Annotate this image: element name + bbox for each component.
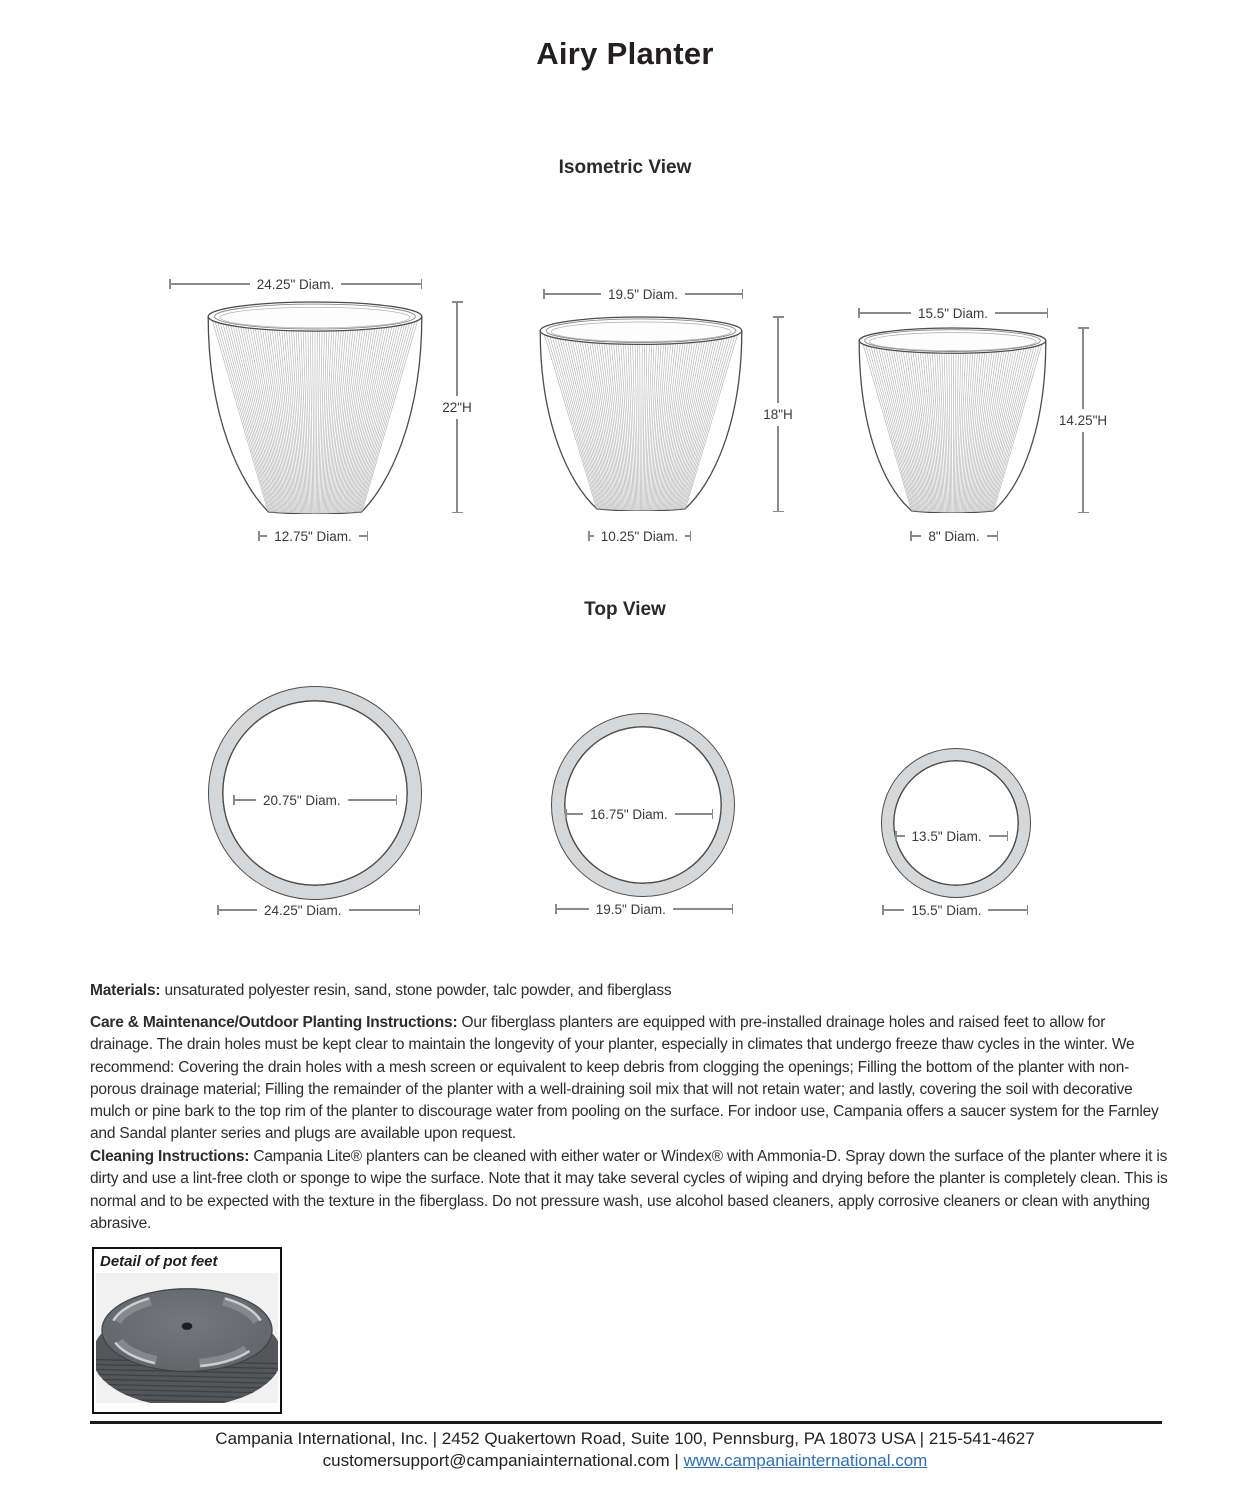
pot-drawing-medium (539, 316, 743, 511)
bottom-diameter-dimension-medium (588, 529, 691, 543)
dimension-line (989, 835, 1007, 836)
dimension-line (884, 909, 905, 910)
dimension-label: 19.5" Diam. (607, 286, 679, 302)
bottom-diameter-dimension-large (258, 529, 368, 543)
height-dimension-small (1054, 327, 1112, 513)
care-instructions-text (90, 1012, 1168, 1146)
height-dimension-medium (749, 316, 807, 512)
outer-diameter-dimension-small (882, 903, 1028, 917)
cleaning-instructions-text (90, 1146, 1168, 1235)
dimension-line (341, 283, 420, 284)
dimension-line (897, 835, 905, 836)
dimension-line (171, 283, 250, 284)
pot-feet-detail-box (92, 1247, 282, 1414)
dimension-line (777, 318, 778, 403)
care-value: Our fiberglass planters are equipped with pre-installed drainage holes and raised feet to allow for drainage. The drain holes must be kept clear to maintain the longevity of your planter, especially in climates that undergo freeze thaw cycles in the winter. We recommend: Covering the drain holes with a mesh screen or equivalent to keep debris from clogging the openings; Filling the bottom of the planter with non-porous drainage material; Filling the remainder of the planter with a well-draining soil mix that will not retain water; and lastly, covering the soil with decorative mulch or pine bark to the top rim of the planter to discourage water from pooling on the surface. For indoor use, Campania offers a saucer system for the Farnley and Sandal planter series and plugs are available upon request. (90, 1014, 1159, 1143)
dimension-tick (367, 531, 369, 541)
dimension-line (995, 312, 1046, 313)
dimension-line (777, 426, 778, 511)
inner-diameter-dimension-medium (565, 807, 713, 821)
dimension-line (557, 908, 589, 909)
dimension-label: 12.75" Diam. (274, 528, 352, 544)
dimension-label: 22"H (442, 399, 472, 415)
dimension-label: 20.75" Diam. (263, 792, 341, 808)
dimension-tick (421, 279, 423, 289)
top-view-ring-medium (552, 714, 734, 896)
materials-text (90, 980, 1168, 1002)
inner-diameter-dimension-small (895, 829, 1008, 843)
footer-address: Campania International, Inc. | 2452 Quakertown Road, Suite 100, Pennsburg, PA 18073 USA | 215-541-4627 (215, 1429, 1035, 1448)
outer-diameter-dimension-large (217, 903, 420, 917)
outer-diameter-dimension-medium (555, 902, 733, 916)
top-diameter-dimension-large (169, 277, 422, 291)
dimension-label: 8" Diam. (928, 528, 980, 544)
dimension-line (235, 799, 257, 800)
dimension-tick (712, 809, 714, 819)
cleaning-value: Campania Lite® planters can be cleaned with either water or Windex® with Ammonia-D. Spray down the surface of the planter where it is dirty and use a lint-free cloth or sponge to wipe the surface. Note that it may take several cycles of wiping and drying before the planter is completely clean. This is normal and to be expected with the texture in the fiberglass. Do not pressure wash, use alcohol based cleaners, apply corrosive cleaners or clean with anything abrasive. (90, 1148, 1168, 1232)
pot-feet-detail-label: Detail of pot feet (100, 1253, 218, 1270)
dimension-line (219, 909, 257, 910)
top-view-heading: Top View (584, 599, 666, 620)
dimension-tick (419, 905, 421, 915)
dimension-label: 14.25"H (1058, 412, 1108, 428)
dimension-line (567, 813, 584, 814)
dimension-tick (690, 531, 692, 541)
dimension-tick (742, 289, 744, 299)
top-diameter-dimension-medium (543, 287, 743, 301)
pot-drawing-small (858, 327, 1047, 513)
footer-rule (90, 1421, 1162, 1424)
dimension-line (260, 535, 268, 536)
top-view-ring-small (882, 749, 1030, 897)
dimension-tick (1047, 308, 1049, 318)
materials-label: Materials: (90, 982, 161, 999)
drainage-hole (182, 1322, 193, 1329)
dimension-line (860, 312, 911, 313)
footer-contact (0, 1451, 1250, 1471)
page-title: Airy Planter (536, 36, 714, 71)
dimension-line (912, 535, 922, 536)
dimension-label: 19.5" Diam. (595, 901, 666, 917)
dimension-label: 24.25" Diam. (256, 276, 335, 292)
dimension-line (988, 909, 1026, 910)
dimension-label: 24.25" Diam. (263, 902, 342, 918)
dimension-line (359, 535, 367, 536)
footer-separator: | (674, 1451, 679, 1470)
dimension-line (456, 419, 457, 512)
materials-value: unsaturated polyester resin, sand, stone powder, talc powder, and fiberglass (164, 982, 672, 999)
dimension-tick (732, 904, 734, 914)
pot-feet-photo (96, 1273, 278, 1403)
dimension-tick (1078, 512, 1089, 514)
dimension-label: 13.5" Diam. (911, 828, 982, 844)
dimension-line (1082, 432, 1083, 512)
dimension-tick (1007, 831, 1009, 841)
cleaning-label: Cleaning Instructions: (90, 1148, 250, 1165)
care-label: Care & Maintenance/Outdoor Planting Instructions: (90, 1014, 458, 1031)
dimension-label: 15.5" Diam. (911, 902, 982, 918)
dimension-line (456, 303, 457, 396)
inner-diameter-dimension-large (233, 793, 397, 807)
dimension-label: 10.25" Diam. (600, 528, 679, 544)
dimension-tick (1027, 905, 1029, 915)
dimension-line (1082, 329, 1083, 409)
height-dimension-large (428, 301, 486, 513)
bottom-diameter-dimension-small (910, 529, 998, 543)
dimension-line (349, 909, 419, 910)
pot-drawing-large (207, 301, 423, 514)
top-diameter-dimension-small (858, 306, 1048, 320)
dimension-line (545, 293, 601, 294)
dimension-line (673, 908, 732, 909)
dimension-tick (997, 531, 999, 541)
dimension-tick (452, 512, 463, 514)
dimension-line (675, 813, 712, 814)
dimension-tick (396, 795, 398, 805)
dimension-label: 18"H (763, 406, 793, 422)
isometric-view-heading: Isometric View (558, 157, 692, 178)
dimension-line (685, 293, 741, 294)
dimension-line (987, 535, 997, 536)
email-text: customersupport@campaniainternational.com (322, 1451, 670, 1470)
dimension-tick (773, 511, 784, 513)
dimension-label: 15.5" Diam. (917, 305, 989, 321)
dimension-label: 16.75" Diam. (590, 806, 668, 822)
website-link[interactable]: www.campaniainternational.com (683, 1451, 928, 1470)
dimension-line (348, 799, 396, 800)
